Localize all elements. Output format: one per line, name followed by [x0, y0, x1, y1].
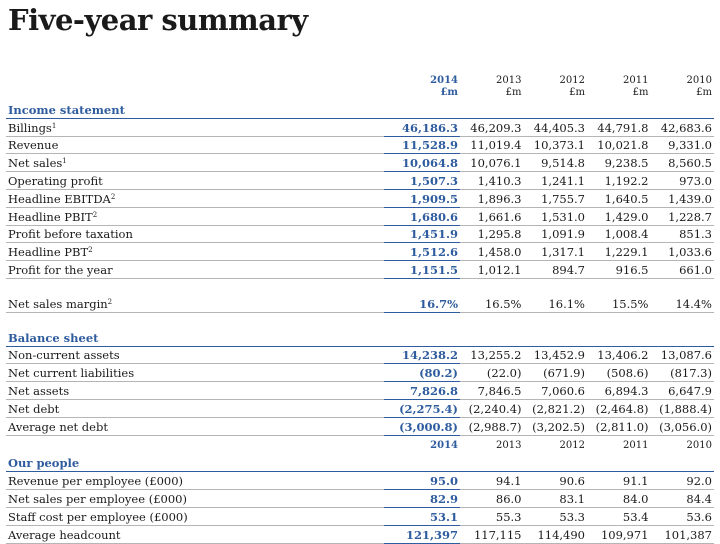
row-value: (2,464.8) — [587, 399, 651, 417]
row-value: 16.5% — [460, 295, 524, 312]
row-value: (817.3) — [651, 364, 715, 382]
row-value: (3,202.5) — [524, 417, 588, 435]
year-header-row — [6, 435, 714, 455]
year-header — [524, 435, 588, 455]
row-value: 1,317.1 — [524, 243, 588, 261]
year-header — [651, 435, 715, 455]
row-label: Headline PBT$^2$ — [6, 243, 384, 261]
year-label: 2012 — [559, 439, 585, 451]
year-header-row — [6, 75, 714, 101]
row-value: 916.5 — [587, 261, 651, 279]
section-header-row — [6, 101, 714, 118]
row-label: Profit before taxation — [6, 225, 384, 243]
row-value: 10,021.8 — [587, 136, 651, 154]
row-value: 7,826.8 — [384, 382, 460, 400]
row-value: 109,971 — [587, 525, 651, 543]
row-value: 1,229.1 — [587, 243, 651, 261]
year-label: 2014 — [430, 439, 458, 451]
year-label: 2013 — [496, 75, 522, 86]
year-header — [587, 435, 651, 455]
row-value: 1,661.6 — [460, 207, 524, 225]
row-value: 7,846.5 — [460, 382, 524, 400]
row-value: 95.0 — [384, 472, 460, 490]
row-value: 10,076.1 — [460, 154, 524, 172]
row-value: (1,888.4) — [651, 399, 715, 417]
row-value: (3,056.0) — [651, 417, 715, 435]
row-value: 53.1 — [384, 507, 460, 525]
row-label: Net sales margin$^2$ — [6, 295, 384, 312]
year-label: 2012 — [559, 75, 585, 86]
row-value: 11,528.9 — [384, 136, 460, 154]
row-value: 13,087.6 — [651, 346, 715, 364]
footnote-marker: 1 — [51, 121, 57, 130]
section-title: Our people — [6, 455, 714, 472]
row-value: 851.3 — [651, 225, 715, 243]
section-title: Income statement — [6, 101, 714, 118]
year-header — [524, 75, 588, 101]
row-label: Staff cost per employee (£000) — [6, 507, 384, 525]
row-value: 13,255.2 — [460, 346, 524, 364]
row-value: 1,008.4 — [587, 225, 651, 243]
row-value: 90.6 — [524, 472, 588, 490]
row-value: 9,331.0 — [651, 136, 715, 154]
row-label: Revenue per employee (£000) — [6, 472, 384, 490]
table-row — [6, 172, 714, 190]
row-value: 53.4 — [587, 507, 651, 525]
section-header-row — [6, 455, 714, 472]
table-row — [6, 364, 714, 382]
table-row — [6, 189, 714, 207]
row-value: 46,209.3 — [460, 118, 524, 136]
row-label: Net assets — [6, 382, 384, 400]
row-value: 13,452.9 — [524, 346, 588, 364]
year-label: 2013 — [496, 439, 522, 451]
table-row — [6, 399, 714, 417]
footnote-marker: 2 — [110, 192, 116, 201]
row-value: 973.0 — [651, 172, 715, 190]
row-value: (508.6) — [587, 364, 651, 382]
table-row — [6, 118, 714, 136]
unit-label: £m — [440, 87, 458, 98]
row-value: 84.0 — [587, 490, 651, 508]
table-row — [6, 525, 714, 543]
year-label: 2014 — [430, 75, 458, 86]
row-value: 114,490 — [524, 525, 588, 543]
year-header — [384, 75, 460, 101]
footnote-marker: 2 — [107, 297, 113, 306]
unit-label: £m — [632, 87, 649, 98]
row-value: 53.3 — [524, 507, 588, 525]
row-value: 44,405.3 — [524, 118, 588, 136]
row-value: 16.7% — [384, 295, 460, 312]
year-header — [587, 75, 651, 101]
row-value: (2,811.0) — [587, 417, 651, 435]
row-value: (2,275.4) — [384, 399, 460, 417]
row-label: Net sales per employee (£000) — [6, 490, 384, 508]
spacer-cell — [6, 312, 714, 329]
year-header — [460, 75, 524, 101]
row-value: 10,064.8 — [384, 154, 460, 172]
table-row — [6, 472, 714, 490]
row-value: 53.6 — [651, 507, 715, 525]
row-label: Headline EBITDA$^2$ — [6, 189, 384, 207]
row-value: 94.1 — [460, 472, 524, 490]
row-value: 14,238.2 — [384, 346, 460, 364]
row-value: 83.1 — [524, 490, 588, 508]
table-row — [6, 243, 714, 261]
row-value: 1,151.5 — [384, 261, 460, 279]
row-value: 1,192.2 — [587, 172, 651, 190]
row-value: 15.5% — [587, 295, 651, 312]
table-row — [6, 382, 714, 400]
row-value: 1,896.3 — [460, 189, 524, 207]
row-label: Net debt — [6, 399, 384, 417]
row-label: Revenue — [6, 136, 384, 154]
row-value: 101,387 — [651, 525, 715, 543]
row-label: Net current liabilities — [6, 364, 384, 382]
year-label: 2010 — [686, 439, 712, 451]
table-row — [6, 207, 714, 225]
row-value: 1,909.5 — [384, 189, 460, 207]
row-value: 1,680.6 — [384, 207, 460, 225]
row-value: 9,514.8 — [524, 154, 588, 172]
row-label: Non-current assets — [6, 346, 384, 364]
unit-label: £m — [569, 87, 585, 98]
year-label: 2011 — [623, 439, 649, 451]
row-label: Operating profit — [6, 172, 384, 190]
page-title: Five-year summary — [8, 3, 308, 37]
five-year-summary-table — [6, 75, 714, 544]
row-value: 13,406.2 — [587, 346, 651, 364]
row-value: 661.0 — [651, 261, 715, 279]
row-value: 121,397 — [384, 525, 460, 543]
row-value: 8,560.5 — [651, 154, 715, 172]
section-header-row — [6, 329, 714, 346]
year-header — [651, 75, 715, 101]
row-value: 1,512.6 — [384, 243, 460, 261]
row-value: 82.9 — [384, 490, 460, 508]
year-label: 2010 — [686, 75, 712, 86]
row-value: (3,000.8) — [384, 417, 460, 435]
row-value: 14.4% — [651, 295, 715, 312]
row-value: 1,458.0 — [460, 243, 524, 261]
row-value: 1,091.9 — [524, 225, 588, 243]
table-row — [6, 346, 714, 364]
row-label: Net sales$^1$ — [6, 154, 384, 172]
spacer-row — [6, 278, 714, 295]
header-spacer — [6, 75, 384, 101]
row-value: 1,755.7 — [524, 189, 588, 207]
row-value: 11,019.4 — [460, 136, 524, 154]
row-value: 9,238.5 — [587, 154, 651, 172]
row-value: 1,531.0 — [524, 207, 588, 225]
table-row — [6, 225, 714, 243]
table-row — [6, 295, 714, 312]
row-value: (2,821.2) — [524, 399, 588, 417]
row-label: Average net debt — [6, 417, 384, 435]
row-value: 92.0 — [651, 472, 715, 490]
table-row — [6, 154, 714, 172]
row-label: Profit for the year — [6, 261, 384, 279]
unit-label: £m — [505, 87, 522, 98]
row-value: 1,033.6 — [651, 243, 715, 261]
row-value: 55.3 — [460, 507, 524, 525]
table-row — [6, 490, 714, 508]
row-value: 84.4 — [651, 490, 715, 508]
row-value: 1,429.0 — [587, 207, 651, 225]
row-value: 1,439.0 — [651, 189, 715, 207]
row-value: 1,640.5 — [587, 189, 651, 207]
table-row — [6, 417, 714, 435]
row-value: 16.1% — [524, 295, 588, 312]
header-spacer — [6, 435, 384, 455]
row-value: 1,451.9 — [384, 225, 460, 243]
spacer-cell — [6, 278, 714, 295]
row-value: 1,295.8 — [460, 225, 524, 243]
row-value: 7,060.6 — [524, 382, 588, 400]
row-value: (2,988.7) — [460, 417, 524, 435]
row-value: 44,791.8 — [587, 118, 651, 136]
row-label: Billings$^1$ — [6, 118, 384, 136]
row-value: 10,373.1 — [524, 136, 588, 154]
footnote-marker: 2 — [88, 246, 93, 255]
row-label: Average headcount — [6, 525, 384, 543]
row-value: (80.2) — [384, 364, 460, 382]
row-value: (671.9) — [524, 364, 588, 382]
table-row — [6, 261, 714, 279]
row-value: 1,241.1 — [524, 172, 588, 190]
spacer-row — [6, 312, 714, 329]
row-value: (2,240.4) — [460, 399, 524, 417]
row-value: 6,647.9 — [651, 382, 715, 400]
row-value: 42,683.6 — [651, 118, 715, 136]
footnote-marker: 1 — [62, 157, 67, 166]
row-value: 6,894.3 — [587, 382, 651, 400]
row-value: 46,186.3 — [384, 118, 460, 136]
row-value: 117,115 — [460, 525, 524, 543]
row-value: 1,507.3 — [384, 172, 460, 190]
table-row — [6, 136, 714, 154]
year-header — [460, 435, 524, 455]
section-title: Balance sheet — [6, 329, 714, 346]
year-header — [384, 435, 460, 455]
row-label: Headline PBIT$^2$ — [6, 207, 384, 225]
row-value: 91.1 — [587, 472, 651, 490]
row-value: 1,410.3 — [460, 172, 524, 190]
table-row — [6, 507, 714, 525]
year-label: 2011 — [623, 75, 649, 86]
row-value: 86.0 — [460, 490, 524, 508]
footnote-marker: 2 — [92, 210, 98, 219]
row-value: (22.0) — [460, 364, 524, 382]
row-value: 1,228.7 — [651, 207, 715, 225]
row-value: 1,012.1 — [460, 261, 524, 279]
row-value: 894.7 — [524, 261, 588, 279]
unit-label: £m — [696, 87, 712, 98]
